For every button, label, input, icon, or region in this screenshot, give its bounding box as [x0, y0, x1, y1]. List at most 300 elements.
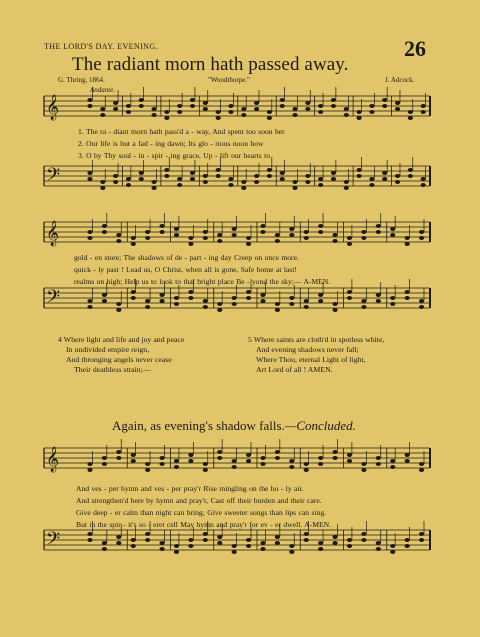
- note-head: [357, 174, 362, 178]
- note-head: [390, 227, 395, 231]
- note-head: [188, 290, 193, 294]
- note-head: [361, 236, 366, 240]
- section-header: THE LORD'S DAY. EVENING.: [44, 42, 158, 51]
- note-head: [304, 468, 309, 472]
- note-head: [405, 453, 410, 457]
- note-head: [275, 233, 280, 237]
- note-head: [304, 305, 309, 309]
- note-head: [177, 183, 182, 187]
- note-head: [159, 547, 164, 551]
- note-head: [190, 177, 195, 181]
- note-head: [361, 532, 366, 536]
- hymn1-tune: "Woodthorpe.": [208, 76, 250, 84]
- note-head: [87, 462, 92, 466]
- note-head: [382, 177, 387, 181]
- note-head: [177, 177, 182, 181]
- note-head: [102, 293, 107, 297]
- note-head: [145, 299, 150, 303]
- note-head: [87, 468, 92, 472]
- note-head: [390, 550, 395, 554]
- note-head: [275, 308, 280, 312]
- note-head: [203, 107, 208, 111]
- note-head: [126, 177, 131, 181]
- treble-clef: 𝄞: [46, 95, 60, 120]
- note-head: [216, 110, 221, 114]
- note-head: [395, 180, 400, 184]
- note-head: [246, 544, 251, 548]
- note-head: [151, 113, 156, 117]
- note-head: [116, 233, 121, 237]
- note-head: [318, 224, 323, 228]
- stanza5-line2: And evening shadows never fall;: [256, 345, 359, 354]
- note-head: [304, 462, 309, 466]
- note-head: [217, 239, 222, 243]
- note-head: [102, 541, 107, 545]
- note-head: [267, 168, 272, 172]
- note-head: [203, 236, 208, 240]
- note-head: [217, 541, 222, 545]
- note-head: [159, 230, 164, 234]
- note-head: [289, 296, 294, 300]
- note-head: [369, 177, 374, 181]
- note-head: [164, 110, 169, 114]
- note-head: [267, 110, 272, 114]
- note-head: [318, 183, 323, 187]
- note-head: [292, 107, 297, 111]
- note-head: [419, 299, 424, 303]
- note-head: [344, 186, 349, 190]
- note-head: [305, 107, 310, 111]
- note-head: [254, 101, 259, 105]
- hymn2-verse4: But in the spir - it's so - eret cell May hymn and pray'r for ev - er dwell. A-MEN.: [76, 520, 331, 529]
- note-head: [376, 299, 381, 303]
- note-head: [159, 293, 164, 297]
- note-head: [100, 113, 105, 117]
- note-head: [87, 104, 92, 108]
- note-head: [405, 459, 410, 463]
- note-head: [100, 180, 105, 184]
- note-head: [232, 465, 237, 469]
- note-head: [102, 456, 107, 460]
- treble-clef: 𝄞: [46, 447, 60, 472]
- note-head: [151, 180, 156, 184]
- note-head: [116, 541, 121, 545]
- note-head: [318, 104, 323, 108]
- note-head: [241, 180, 246, 184]
- note-head: [159, 299, 164, 303]
- note-head: [361, 468, 366, 472]
- note-head: [217, 456, 222, 460]
- note-head: [241, 186, 246, 190]
- note-head: [151, 186, 156, 190]
- note-head: [151, 107, 156, 111]
- note-head: [318, 177, 323, 181]
- note-head: [347, 544, 352, 548]
- note-head: [376, 230, 381, 234]
- note-head: [216, 174, 221, 178]
- note-head: [331, 104, 336, 108]
- note-head: [174, 550, 179, 554]
- note-head: [131, 296, 136, 300]
- note-head: [369, 104, 374, 108]
- note-head: [203, 101, 208, 105]
- note-head: [376, 456, 381, 460]
- stanza4-line4: Their deathless strain;—: [74, 365, 151, 374]
- note-head: [395, 101, 400, 105]
- note-head: [292, 186, 297, 190]
- note-head: [405, 296, 410, 300]
- note-head: [254, 180, 259, 184]
- note-head: [190, 98, 195, 102]
- hymn1-title: The radiant morn hath passed away.: [72, 54, 349, 75]
- note-head: [357, 168, 362, 172]
- note-head: [344, 107, 349, 111]
- note-head: [164, 168, 169, 172]
- note-head: [87, 532, 92, 536]
- note-head: [405, 242, 410, 246]
- bass-clef: 𝄢: [46, 287, 61, 312]
- note-head: [232, 233, 237, 237]
- note-head: [100, 107, 105, 111]
- note-head: [131, 538, 136, 542]
- note-head: [331, 98, 336, 102]
- note-head: [289, 233, 294, 237]
- note-head: [382, 171, 387, 175]
- note-head: [390, 465, 395, 469]
- hymn2-title-text: Again, as evening's shadow falls.: [112, 418, 285, 433]
- note-head: [419, 538, 424, 542]
- note-head: [289, 465, 294, 469]
- note-head: [126, 183, 131, 187]
- note-head: [408, 168, 413, 172]
- note-head: [318, 456, 323, 460]
- note-head: [228, 177, 233, 181]
- note-head: [116, 535, 121, 539]
- note-head: [332, 239, 337, 243]
- note-head: [318, 462, 323, 466]
- note-head: [376, 293, 381, 297]
- note-head: [228, 104, 233, 108]
- note-head: [318, 547, 323, 551]
- note-head: [131, 242, 136, 246]
- stanza4-line3: And thronging angels never cease: [66, 355, 172, 364]
- note-head: [332, 233, 337, 237]
- note-head: [390, 296, 395, 300]
- hymn2-verse1: And ves - per hymn and ves - per pray'r Rise mingling on the ho - ly air.: [76, 484, 304, 493]
- note-head: [203, 174, 208, 178]
- note-head: [102, 230, 107, 234]
- note-head: [419, 230, 424, 234]
- note-head: [280, 171, 285, 175]
- hymn1-s1-verse3: 3. O by Thy soul - in - spir - ing grace, Up - lift our hearts to: [78, 151, 271, 160]
- note-head: [217, 233, 222, 237]
- note-head: [275, 239, 280, 243]
- note-head: [159, 456, 164, 460]
- note-head: [347, 242, 352, 246]
- note-head: [217, 535, 222, 539]
- hymn1-s2-verse2: quick - ly past ! Lead us, O Christ, when all is gone, Safe home at last!: [74, 265, 297, 274]
- note-head: [405, 538, 410, 542]
- note-head: [246, 236, 251, 240]
- note-head: [390, 302, 395, 306]
- hymn1-s2-verse1: gold - en store; The shadows of de - part - ing day Creep on once more.: [74, 253, 299, 262]
- note-head: [289, 227, 294, 231]
- note-head: [100, 186, 105, 190]
- note-head: [177, 110, 182, 114]
- note-head: [260, 230, 265, 234]
- note-head: [419, 236, 424, 240]
- note-head: [280, 104, 285, 108]
- note-head: [275, 535, 280, 539]
- note-head: [116, 450, 121, 454]
- note-head: [305, 174, 310, 178]
- note-head: [113, 174, 118, 178]
- note-head: [116, 239, 121, 243]
- note-head: [139, 171, 144, 175]
- note-head: [419, 305, 424, 309]
- note-head: [289, 302, 294, 306]
- note-head: [203, 532, 208, 536]
- note-head: [347, 538, 352, 542]
- note-head: [102, 547, 107, 551]
- note-head: [331, 171, 336, 175]
- note-head: [131, 544, 136, 548]
- note-head: [289, 544, 294, 548]
- note-head: [318, 299, 323, 303]
- note-head: [347, 290, 352, 294]
- note-head: [408, 110, 413, 114]
- note-head: [408, 174, 413, 178]
- note-head: [419, 532, 424, 536]
- note-head: [357, 110, 362, 114]
- note-head: [116, 302, 121, 306]
- note-head: [305, 101, 310, 105]
- page-number: 26: [404, 36, 426, 61]
- note-head: [102, 224, 107, 228]
- note-head: [395, 174, 400, 178]
- note-head: [217, 302, 222, 306]
- note-head: [289, 550, 294, 554]
- hymn1-composer: J. Adcock.: [385, 76, 415, 84]
- hymn1-s2-verse3: realms on high; Help us to look to that bright place Be - yond the sky;— A-MEN.: [74, 277, 331, 286]
- note-head: [145, 236, 150, 240]
- note-head: [369, 183, 374, 187]
- bass-clef: 𝄢: [46, 529, 61, 554]
- note-head: [421, 177, 426, 181]
- note-head: [164, 116, 169, 120]
- note-head: [305, 180, 310, 184]
- note-head: [232, 550, 237, 554]
- note-head: [87, 236, 92, 240]
- note-head: [203, 299, 208, 303]
- note-head: [174, 465, 179, 469]
- note-head: [254, 107, 259, 111]
- note-head: [318, 230, 323, 234]
- note-head: [376, 224, 381, 228]
- note-head: [331, 177, 336, 181]
- note-head: [87, 230, 92, 234]
- note-head: [246, 538, 251, 542]
- note-head: [188, 538, 193, 542]
- note-head: [190, 171, 195, 175]
- note-head: [188, 544, 193, 548]
- note-head: [390, 459, 395, 463]
- note-head: [275, 541, 280, 545]
- note-head: [145, 230, 150, 234]
- note-head: [382, 104, 387, 108]
- note-head: [304, 532, 309, 536]
- note-head: [260, 456, 265, 460]
- note-head: [188, 459, 193, 463]
- note-head: [347, 236, 352, 240]
- note-head: [390, 544, 395, 548]
- note-head: [188, 242, 193, 246]
- note-head: [131, 453, 136, 457]
- note-head: [408, 116, 413, 120]
- note-head: [419, 468, 424, 472]
- note-head: [376, 462, 381, 466]
- note-head: [139, 177, 144, 181]
- note-head: [382, 98, 387, 102]
- note-head: [203, 468, 208, 472]
- note-head: [280, 177, 285, 181]
- note-head: [405, 290, 410, 294]
- note-head: [421, 104, 426, 108]
- note-head: [216, 168, 221, 172]
- note-head: [357, 116, 362, 120]
- stanza5-line1: 5 Where saints are cloth'd in spotless white,: [248, 335, 385, 344]
- note-head: [347, 453, 352, 457]
- note-head: [232, 227, 237, 231]
- note-head: [260, 299, 265, 303]
- note-head: [304, 230, 309, 234]
- note-head: [344, 113, 349, 117]
- hymn1-s1-verse1: 1. The ra - diant morn hath pass'd a - way, And spent too soon her: [78, 127, 285, 136]
- note-head: [87, 98, 92, 102]
- note-head: [318, 541, 323, 545]
- note-head: [280, 98, 285, 102]
- note-head: [145, 305, 150, 309]
- note-head: [126, 110, 131, 114]
- note-head: [174, 233, 179, 237]
- hymn1-s1-verse2: 2. Our life is but a fad - ing dawn; Its glo - rious noon how: [78, 139, 264, 148]
- note-head: [145, 538, 150, 542]
- note-head: [260, 547, 265, 551]
- note-head: [361, 299, 366, 303]
- note-head: [405, 544, 410, 548]
- note-head: [232, 296, 237, 300]
- note-head: [174, 296, 179, 300]
- note-head: [332, 450, 337, 454]
- note-head: [131, 236, 136, 240]
- note-head: [376, 547, 381, 551]
- note-head: [113, 107, 118, 111]
- note-head: [116, 308, 121, 312]
- note-head: [395, 107, 400, 111]
- treble-clef: 𝄞: [46, 221, 60, 246]
- note-head: [174, 302, 179, 306]
- note-head: [203, 230, 208, 234]
- note-head: [145, 532, 150, 536]
- note-head: [390, 233, 395, 237]
- note-head: [131, 290, 136, 294]
- note-head: [216, 116, 221, 120]
- note-head: [260, 541, 265, 545]
- note-head: [203, 180, 208, 184]
- note-head: [228, 110, 233, 114]
- note-head: [217, 308, 222, 312]
- note-head: [131, 459, 136, 463]
- note-head: [275, 302, 280, 306]
- note-head: [232, 302, 237, 306]
- stanza4-line2: In undivided empire reign,: [66, 345, 150, 354]
- note-head: [87, 177, 92, 181]
- note-head: [102, 462, 107, 466]
- note-head: [246, 296, 251, 300]
- note-head: [369, 110, 374, 114]
- note-head: [190, 104, 195, 108]
- note-head: [203, 538, 208, 542]
- note-head: [289, 459, 294, 463]
- note-head: [174, 544, 179, 548]
- note-head: [174, 459, 179, 463]
- note-head: [232, 459, 237, 463]
- stanza5-line3: Where Thou, eternal Light of light,: [256, 355, 366, 364]
- note-head: [145, 462, 150, 466]
- note-head: [405, 236, 410, 240]
- note-head: [260, 293, 265, 297]
- note-head: [139, 98, 144, 102]
- note-head: [241, 113, 246, 117]
- note-head: [347, 459, 352, 463]
- note-head: [188, 236, 193, 240]
- note-head: [87, 299, 92, 303]
- note-head: [246, 242, 251, 246]
- note-head: [267, 116, 272, 120]
- note-head: [139, 104, 144, 108]
- note-head: [188, 296, 193, 300]
- hymn2-title-suffix: —Concluded.: [284, 418, 356, 433]
- note-head: [246, 453, 251, 457]
- note-head: [275, 450, 280, 454]
- note-head: [344, 180, 349, 184]
- note-head: [347, 296, 352, 300]
- note-head: [361, 462, 366, 466]
- note-head: [275, 456, 280, 460]
- note-head: [292, 180, 297, 184]
- note-head: [361, 538, 366, 542]
- note-head: [203, 462, 208, 466]
- note-head: [203, 305, 208, 309]
- note-head: [113, 101, 118, 105]
- note-head: [113, 180, 118, 184]
- note-head: [116, 456, 121, 460]
- note-head: [332, 308, 337, 312]
- note-head: [267, 174, 272, 178]
- note-head: [87, 305, 92, 309]
- note-head: [361, 230, 366, 234]
- note-head: [174, 227, 179, 231]
- note-head: [419, 462, 424, 466]
- hymn2-verse2: And strengthen'd here by hymn and pray'r, Cast off their burden and their care.: [76, 496, 322, 505]
- stanza5-line4: Art Lord of all ! AMEN.: [256, 365, 333, 374]
- note-head: [159, 541, 164, 545]
- note-head: [421, 110, 426, 114]
- note-head: [332, 541, 337, 545]
- note-head: [332, 535, 337, 539]
- stanza4-line1: 4 Where light and life and joy and peace: [58, 335, 185, 344]
- note-head: [260, 462, 265, 466]
